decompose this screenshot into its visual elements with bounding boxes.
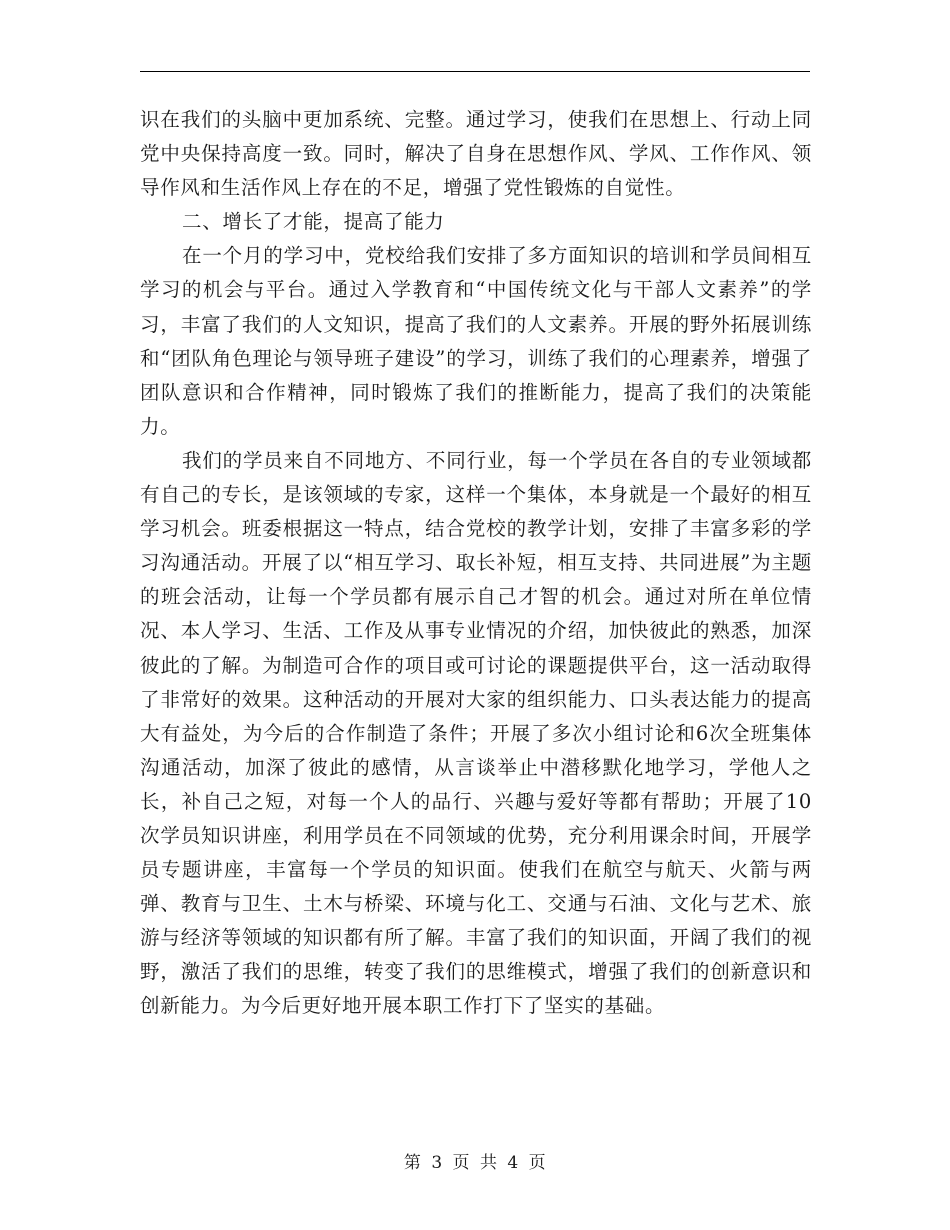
page-footer bbox=[0, 1151, 950, 1175]
footer-page-word: 页 bbox=[452, 1153, 471, 1173]
footer-total-pages: 4 bbox=[507, 1153, 519, 1173]
footer-total-word: 共 bbox=[479, 1153, 498, 1173]
footer-suffix: 页 bbox=[528, 1153, 547, 1173]
document-body bbox=[140, 103, 812, 1024]
footer-current-page: 3 bbox=[431, 1153, 443, 1173]
paragraph: 在一个月的学习中，党校给我们安排了多方面知识的培训和学员间相互学习的机会与平台。通过入学教育和“中国传统文化与干部人文素养”的学习，丰富了我们的人文知识，提高了我们的人文素养。开展的野外拓展训练和“团队角色理论与领导班子建设”的学习，训练了我们的心理素养，增强了团队意识和合作精神，同时锻炼了我们的推断能力，提高了我们的决策能力。 bbox=[140, 244, 812, 438]
paragraph: 我们的学员来自不同地方、不同行业，每一个学员在各自的专业领域都有自己的专长，是该领域的专家，这样一个集体，本身就是一个最好的相互学习机会。班委根据这一特点，结合党校的教学计划，安排了丰富多彩的学习沟通活动。开展了以“相互学习、取长补短，相互支持、共同进展”为主题的班会活动，让每一个学员都有展示自己才智的机会。通过对所在单位情况、本人学习、生活、工作及从事专业情况的介绍，加快彼此的熟悉，加深彼此的了解。为制造可合作的项目或可讨论的课题提供平台，这一活动取得了非常好的效果。这种活动的开展对大家的组织能力、口头表达能力的提高大有益处，为今后的合作制造了条件；开展了多次小组讨论和6次全班集体沟通活动，加深了彼此的感情，从言谈举止中潜移默化地学习，学他人之长，补自己之短，对每一个人的品行、兴趣与爱好等都有帮助；开展了10次学员知识讲座，利用学员在不同领域的优势，充分利用课余时间，开展学员专题讲座，丰富每一个学员的知识面。使我们在航空与航天、火箭与两弹、教育与卫生、土木与桥梁、环境与化工、交通与石油、文化与艺术、旅游与经济等领域的知识都有所了解。丰富了我们的知识面，开阔了我们的视野，激活了我们的思维，转变了我们的思维模式，增强了我们的创新意识和创新能力。为今后更好地开展本职工作打下了坚实的基础。 bbox=[140, 448, 812, 1018]
header-rule bbox=[140, 71, 810, 72]
footer-prefix: 第 bbox=[403, 1153, 422, 1173]
paragraph-continued: 识在我们的头脑中更加系统、完整。通过学习，使我们在思想上、行动上同党中央保持高度一致。同时，解决了自身在思想作风、学风、工作作风、领导作风和生活作风上存在的不足，增强了党性锻炼的自觉性。 bbox=[140, 108, 812, 200]
section-heading: 二、增长了才能，提高了能力 bbox=[182, 210, 445, 234]
